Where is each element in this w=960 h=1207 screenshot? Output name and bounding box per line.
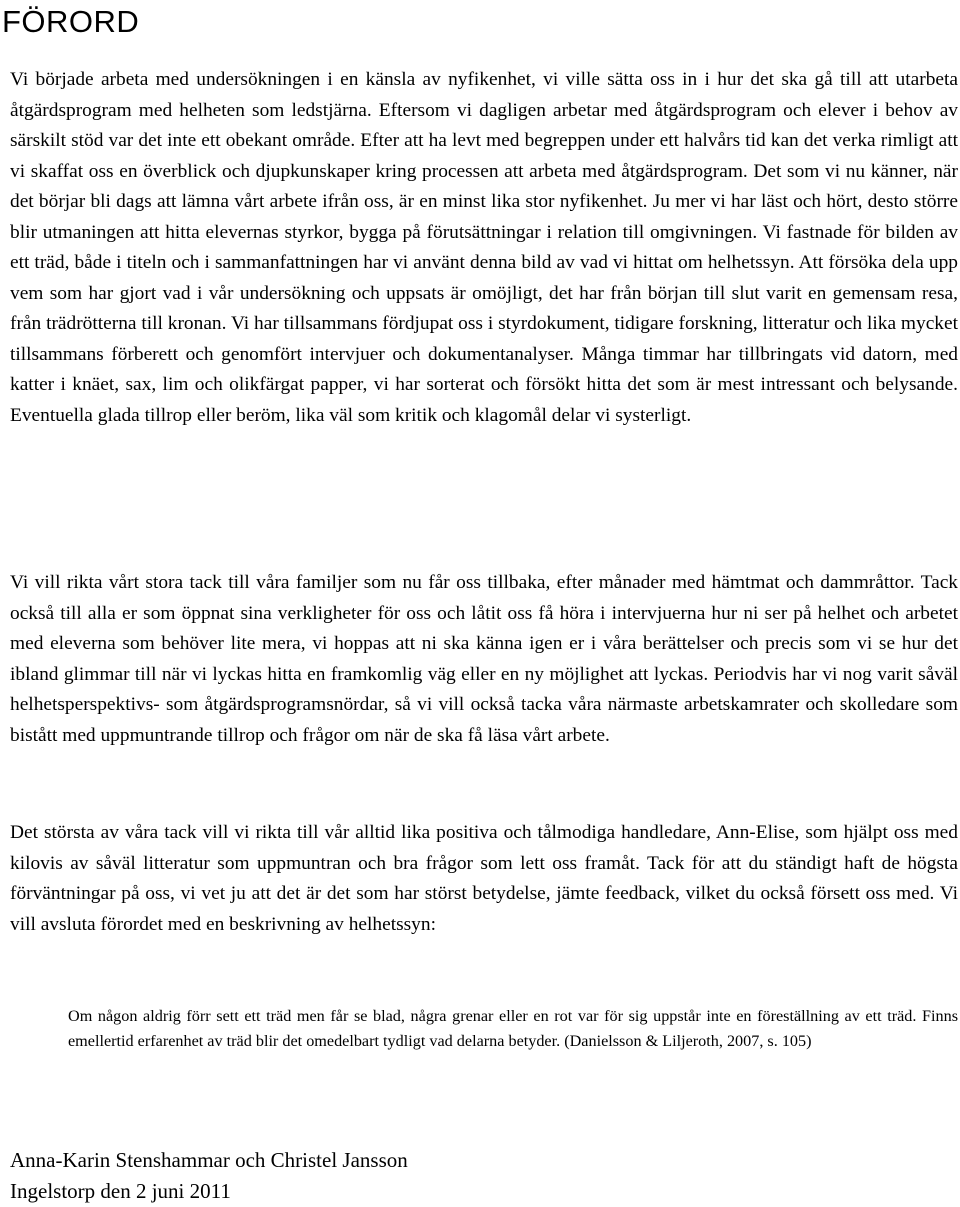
paragraph-intro: Vi började arbeta med undersökningen i en känsla av nyfikenhet, vi ville sätta oss in i hur det ska gå till att utarbeta åtgärdsprogram med helheten som ledstjärna. Eftersom vi dagligen arbetar med åtgärdsprogram och elever i behov av särskilt stöd var det inte ett obekant område. Efter att ha levt med begreppen under ett halvårs tid kan det verka rimligt att vi skaffat oss en överblick och djupkunskaper kring processen att arbeta med åtgärdsprogram. Det som vi nu känner, när det börjar bli dags att lämna vårt arbete ifrån oss, är en minst lika stor nyfikenhet. Ju mer vi har läst och hört, desto större blir utmaningen att hitta elevernas styrkor, bygga på förutsättningar i relation till omgivningen. Vi fastnade för bilden av ett träd, både i titeln och i sammanfattningen har vi använt denna bild av vad vi hittat om helhetssyn. Att försöka dela upp vem som har gjort vad i vår undersökning och uppsats är omöjligt, det har från början till slut varit en gemensam resa, från trädrötterna till kronan. Vi har tillsammans fördjupat oss i styrdokument, tidigare forskning, litteratur och lika mycket tillsammans förberett och genomfört intervjuer och dokumentanalyser. Många timmar har tillbringats vid datorn, med katter i knäet, sax, lim och olikfärgat papper, vi har sorterat och försökt hitta det som är mest intressant och belysande. Eventuella glada tillrop eller beröm, lika väl som kritik och klagomål delar vi systerligt. [10,69,958,426]
paragraph-thanks-supervisor: Det största av våra tack vill vi rikta till vår alltid lika positiva och tålmodiga handledare, Ann-Elise, som hjälpt oss med kilovis av såväl litteratur som uppmuntran och bra frågor som lett oss framåt. Tack för att du ständigt haft de högsta förväntningar på oss, vi vet ju att det är det som har störst betydelse, jämte feedback, vilket du också försett oss med. Vi vill avsluta förordet med en beskrivning av helhetssyn: [10,822,958,935]
block-quote: Om någon aldrig förr sett ett träd men får se blad, några grenar eller en rot var för sig uppstår inte en föreställning av ett träd. Finns emellertid erfarenhet av träd blir det omedelbart tydligt vad delarna betyder. (Danielsson & Liljeroth, 2007, s. 105) [68,1007,958,1050]
paragraph-thanks-families: Vi vill rikta vårt stora tack till våra familjer som nu får oss tillbaka, efter månader med hämtmat och dammråttor. Tack också till alla er som öppnat sina verkligheter för oss och låtit oss få höra i intervjuerna hur ni ser på helhet och arbetet med eleverna som behöver lite mera, vi hoppas att ni ska känna igen er i våra berättelser och precis som vi se hur det ibland glimmar till när vi lyckas hitta en framkomlig väg eller en ny möjlighet att lyckas. Periodvis har vi nog varit såväl helhetsperspektivs- som åtgärdsprogramsnördar, så vi vill också tacka våra närmaste arbetskamrater och skolledare som bistått med uppmuntrande tillrop och frågor om när de ska få läsa vårt arbete. [10,572,958,746]
signature-place-date: Ingelstorp den 2 juni 2011 [10,1179,231,1203]
signature-authors: Anna-Karin Stenshammar och Christel Jansson [10,1148,408,1172]
page-title: FÖRORD [2,4,140,39]
